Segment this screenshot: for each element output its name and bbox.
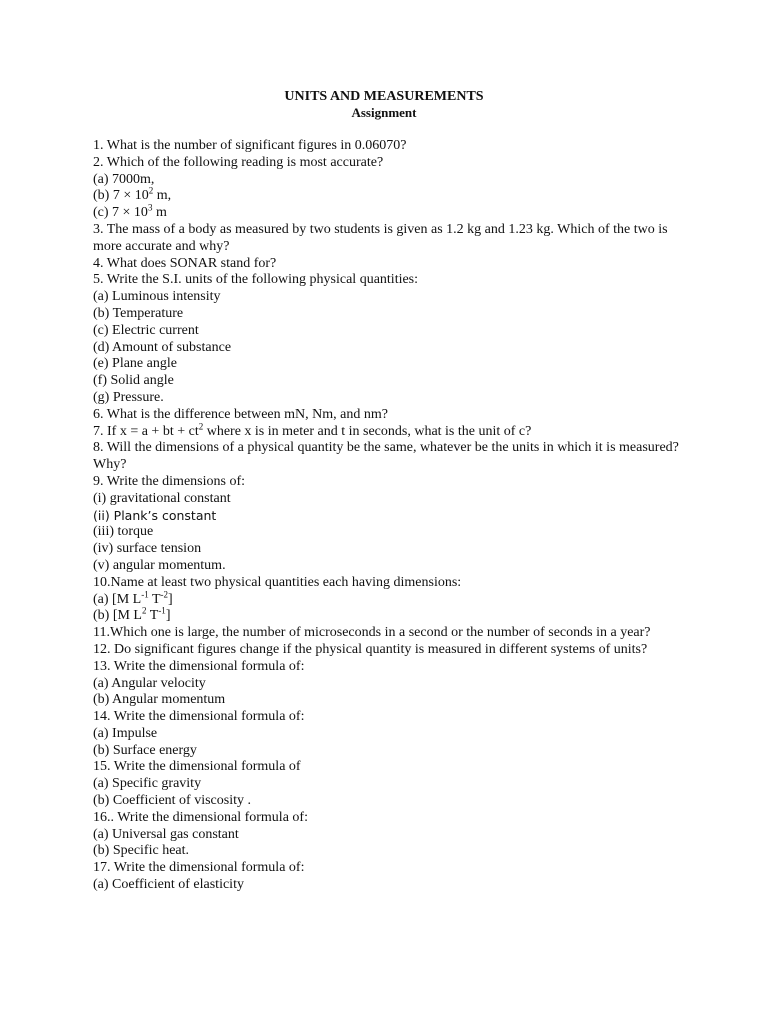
text-run: 13. Write the dimensional formula of: [93,658,305,674]
text-run: T [148,591,161,607]
text-line [93,642,683,659]
document-title: UNITS AND MEASUREMENTS [284,89,484,104]
text-run: 16.. Write the dimensional formula of: [93,809,308,825]
text-run: 7. If x = a + bt + ct [93,423,199,439]
text-line [93,709,683,726]
text-run: (iii) torque [93,524,154,540]
text-run: 12. Do significant figures change if the physical quantity is measured in different systems of units? [93,641,648,657]
text-line [93,155,683,172]
text-line [93,743,683,760]
text-run: (e) Plane angle [93,356,177,372]
text-run: (a) Coefficient of elasticity [93,877,244,893]
superscript: -1 [141,588,149,599]
text-run: (a) Angular velocity [93,675,206,691]
text-run: (c) 7 × 10 [93,205,148,221]
text-run: 5. Write the S.I. units of the following physical quantities: [93,272,419,288]
text-line [93,659,683,676]
text-line [93,373,683,390]
text-run: (a) Luminous intensity [93,289,221,305]
text-line [93,877,683,894]
text-line [93,222,683,256]
text-line [93,558,683,575]
text-line [93,605,683,625]
text-run: m, [153,188,172,204]
question-list [93,138,683,894]
text-run: (a) [M L [93,591,142,607]
text-run: 10.Name at least two physical quantities each having dimensions: [93,574,462,590]
text-run: (g) Pressure. [93,389,164,405]
text-run: (v) angular momentum. [93,557,226,573]
text-run: (b) Surface energy [93,742,197,758]
text-line [93,827,683,844]
text-run: (c) Electric current [93,322,199,338]
superscript: 2 [142,605,147,616]
text-line [93,692,683,709]
text-run: (d) Amount of substance [93,339,232,355]
text-run: 9. Write the dimensions of: [93,473,245,489]
text-line [93,390,683,407]
text-line [93,588,683,609]
text-line [93,420,683,441]
text-line [93,575,683,592]
text-line [93,810,683,827]
text-run: (b) Coefficient of viscosity . [93,793,251,809]
superscript: 2 [198,420,204,431]
text-run: 11.Which one is large, the number of microseconds in a second or the number of seconds in a year? [93,625,651,641]
text-line [93,676,683,693]
text-run: (ii) Plank’s constant [93,507,217,523]
text-run: (iv) surface tension [93,541,202,557]
text-run: (a) Universal gas constant [93,826,239,842]
text-run: 8. Will the dimensions of a physical quantity be the same, whatever be the units in which it is measured? Why? [93,440,679,473]
text-line [93,860,683,877]
text-line [93,776,683,793]
text-run: (a) 7000m, [93,171,155,187]
text-line [93,306,683,323]
text-line [93,440,683,474]
text-run: 4. What does SONAR stand for? [93,255,277,271]
text-run: (b) 7 × 10 [93,188,149,204]
text-line [93,256,683,273]
text-line [93,491,683,508]
text-line [93,323,683,340]
text-line [93,625,683,642]
text-run: (a) Impulse [93,725,158,741]
superscript: -2 [160,588,169,599]
text-run: where x is in meter and t in seconds, what is the unit of c? [203,423,532,439]
text-run: (b) [M L [93,608,142,624]
text-line [93,356,683,373]
text-line [93,138,683,155]
text-run: (i) gravitational constant [93,490,231,506]
text-line [93,759,683,776]
text-run: 1. What is the number of significant figures in 0.06070? [93,138,407,153]
text-run: (f) Solid angle [93,373,174,389]
text-run: (a) Specific gravity [93,776,202,792]
text-run: ] [168,591,173,607]
text-line [93,202,683,222]
superscript: -1 [158,605,166,616]
text-run: (b) Temperature [93,305,184,321]
text-run: T [146,608,159,624]
text-run: 15. Write the dimensional formula of [93,759,301,775]
text-run: 6. What is the difference between mN, Nm, and nm? [93,406,388,422]
text-run: m [152,205,167,221]
text-line [93,289,683,306]
superscript: 2 [148,185,154,196]
text-line [93,508,683,525]
text-run: 3. The mass of a body as measured by two students is given as 1.2 kg and 1.23 kg. Which of the two is more accurate and why? [93,221,668,254]
text-line [93,474,683,491]
text-line [93,407,683,424]
document-subtitle: Assignment [351,105,417,120]
text-run: 17. Write the dimensional formula of: [93,860,305,876]
text-line [93,843,683,860]
text-line [93,340,683,357]
text-run: ] [165,608,171,624]
superscript: 3 [147,202,153,213]
text-line [93,272,683,289]
text-line [93,726,683,743]
text-run: 14. Write the dimensional formula of: [93,709,305,725]
text-run: (b) Angular momentum [93,692,226,708]
text-line [93,172,683,189]
text-line [93,541,683,558]
text-line [93,185,683,205]
text-run: (b) Specific heat. [93,843,190,859]
text-run: 2. Which of the following reading is most accurate? [93,154,384,170]
text-line [93,793,683,810]
text-line [93,524,683,541]
